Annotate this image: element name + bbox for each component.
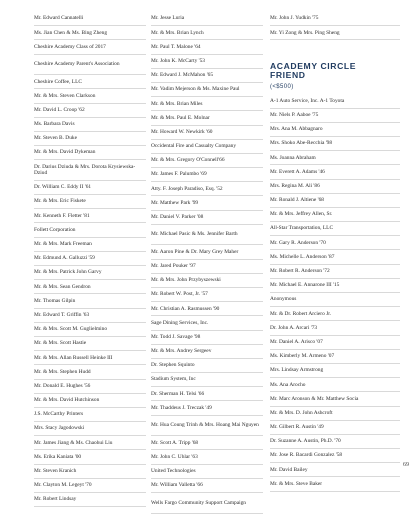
- donor-name: Mr. Robert W. Post, Jr. '57: [151, 291, 208, 298]
- donor-name: J.S. McCarthy Printers: [34, 411, 84, 418]
- donor-entry: [151, 154, 263, 168]
- donor-name: Cheshire Academy Class of 2017: [34, 43, 106, 50]
- donor-entry: [34, 12, 146, 26]
- donor-name: Mrs. Stacy Jagodowski: [34, 425, 85, 432]
- donor-name: Mr. Aaron Pine & Dr. Mary Grey Maher: [151, 248, 239, 255]
- donor-entry: [151, 373, 263, 387]
- donor-entry: [34, 479, 146, 493]
- donor-name: Mr. James F. Palumbo '69: [151, 171, 207, 178]
- donor-entry: [151, 416, 263, 437]
- donor-name: Mr. Ronald J. Altiene '68: [270, 197, 324, 204]
- donor-entry: [34, 223, 146, 237]
- donor-name: Mr. Yi Zong & Mrs. Ping Sheng: [270, 29, 340, 36]
- donor-name: Mr. Jesse Luria: [151, 15, 185, 22]
- donor-name: Follett Corporation: [34, 226, 76, 233]
- donor-entry: [151, 140, 263, 154]
- donor-entry: [34, 309, 146, 323]
- donor-column-1: [34, 12, 146, 507]
- section-title-line1: ACADEMY CIRCLE: [270, 61, 357, 72]
- donor-name: Mr. & Mrs. Mark Freeman: [34, 241, 92, 248]
- donor-name: Ms. Michelle L. Anderson '87: [270, 253, 335, 260]
- donor-entry: [151, 450, 263, 464]
- donor-entry: [151, 111, 263, 125]
- donor-entry: [34, 118, 146, 132]
- donor-name: Mr. Edmund A. Galluzzi '59: [34, 255, 95, 262]
- donor-name: Mr. Howard W. Newkirk '60: [151, 128, 213, 135]
- donor-entry: [34, 422, 146, 436]
- donor-entry: [151, 465, 263, 479]
- donor-name: Mr. John K. McCarty '53: [151, 57, 205, 64]
- donor-entry: [151, 245, 263, 259]
- donor-name: Mr. Marc Aronson & Mr. Matthew Socia: [270, 395, 359, 402]
- section-title: [270, 62, 400, 80]
- donor-entry: [151, 331, 263, 345]
- donor-entry: [34, 75, 146, 89]
- donor-name: Mr. & Mrs. Patrick John Garvy: [34, 269, 102, 276]
- donor-entry: [270, 180, 400, 194]
- donor-name: Mrs. Ana M. Abbagnaro: [270, 126, 323, 133]
- donor-entry: [270, 26, 400, 40]
- donor-entry: [270, 336, 400, 350]
- donor-name: Mr. Clayton M. Legeyt '70: [34, 482, 92, 489]
- donor-entry: [34, 365, 146, 379]
- donor-name: Dr. John A. Arcari '73: [270, 324, 318, 331]
- donor-name: Dr. Suzanne A. Austin, Ph.D. '70: [270, 438, 341, 445]
- donor-name: Mr. Daniel V. Parker '08: [151, 214, 204, 221]
- donor-name: A-1 Auto Service, Inc. A-1 Toyota: [270, 97, 345, 104]
- donor-entry: [34, 266, 146, 280]
- donor-entry: [34, 209, 146, 223]
- donor-name: Ms. Barbara Davis: [34, 121, 75, 128]
- donor-name: Mr. David Bailey: [270, 466, 308, 473]
- donor-entry: [270, 307, 400, 321]
- donor-entry: [34, 132, 146, 146]
- donor-entry: [151, 97, 263, 111]
- donor-name: Mr. James Jiang & Ms. Chaohui Liu: [34, 439, 113, 446]
- donor-entry: [34, 337, 146, 351]
- donor-name: Ms. Erika Kaniata '00: [34, 453, 82, 460]
- donor-entry: [270, 378, 400, 392]
- donor-name: Mr. Hua Coung Trinh & Mrs. Hoang Mai Nguyen: [151, 422, 259, 429]
- donor-name: Anonymous: [270, 296, 297, 303]
- donor-entry: [270, 109, 400, 123]
- donor-entry: [34, 436, 146, 450]
- donor-name: Mr. & Mrs. Jeffrey Allen, Sr.: [270, 211, 333, 218]
- donor-entry: [34, 146, 146, 160]
- donor-entry: [270, 463, 400, 477]
- donor-name: Mr. Robert Lindsay: [34, 496, 77, 503]
- donor-name: Mr. Gary R. Anderson '70: [270, 239, 326, 246]
- donor-entry: [151, 12, 263, 26]
- donor-entry: [270, 194, 400, 208]
- donor-entry: [270, 208, 400, 222]
- donor-entry: [34, 160, 146, 181]
- donor-entry: [151, 288, 263, 302]
- donor-entry: [34, 493, 146, 507]
- donor-entry: [34, 294, 146, 308]
- donor-name: United Technologies: [151, 468, 196, 475]
- donor-entry: [270, 12, 400, 26]
- donor-name: Cheshire Coffee, LLC: [34, 78, 82, 85]
- donor-name: Mr. Niels P. Aaboe '75: [270, 111, 319, 118]
- donor-entry: [151, 260, 263, 274]
- donor-name: Mr. & Mrs. Brian Lynch: [151, 29, 204, 36]
- donor-name: Mr. Donald E. Hughes '56: [34, 382, 91, 389]
- donor-entry: [270, 407, 400, 421]
- donor-name: Mr. Steven B. Duke: [34, 135, 77, 142]
- donor-entry: [270, 449, 400, 463]
- donor-entry: [151, 26, 263, 40]
- donor-name: Mr. Vadim Mejerson & Ms. Maxine Paul: [151, 86, 240, 93]
- donor-entry: [151, 83, 263, 97]
- donor-name: Mr. William Valletta '66: [151, 482, 203, 489]
- donor-name: Mr. & Mrs. David Hutchinson: [34, 397, 100, 404]
- donor-entry: [34, 465, 146, 479]
- donor-entry: [270, 421, 400, 435]
- donor-entry: [34, 252, 146, 266]
- donor-entry: [151, 211, 263, 225]
- donor-name: Mr. & Mrs. Paul E. Molnar: [151, 114, 210, 121]
- donor-name: Mr. & Mrs. Gregory O'Connell'66: [151, 157, 225, 164]
- donor-name: Mr. & Mrs. Andrey Sergeev: [151, 348, 212, 355]
- donor-name: All-Star Transportation, LLC: [270, 225, 334, 232]
- donor-entry: [34, 323, 146, 337]
- donor-column-3-top: [270, 12, 400, 40]
- donor-entry: [34, 181, 146, 195]
- donor-name: Mr. Christian A. Rasmussen '90: [151, 305, 220, 312]
- donor-name: Mr. & Mrs. John Przybyszewski: [151, 277, 221, 284]
- donor-name: Dr. William C. Eddy II '61: [34, 184, 92, 191]
- donor-entry: [270, 222, 400, 236]
- donor-name: Ms. Jian Chen & Ms. Bing Zheng: [34, 29, 108, 36]
- donor-name: Mr. Gilbert R. Austin '49: [270, 424, 324, 431]
- donor-entry: [151, 196, 263, 210]
- donor-name: Sage Dining Services, Inc.: [151, 319, 209, 326]
- donor-entry: [270, 236, 400, 250]
- donor-entry: [34, 40, 146, 54]
- donor-name: Mr. & Mrs. Sean Gendron: [34, 283, 91, 290]
- donor-name: Stadium System, Inc: [151, 376, 196, 383]
- donor-entry: [34, 55, 146, 76]
- donor-entry: [34, 104, 146, 118]
- donor-entry: [151, 359, 263, 373]
- donor-name: Mr. Scott A. Tripp '68: [151, 439, 199, 446]
- donor-name: Mr. & Mrs. Allan Russell Heinke III: [34, 354, 113, 361]
- donor-entry: [270, 321, 400, 335]
- donor-entry: [34, 450, 146, 464]
- donor-entry: [270, 165, 400, 179]
- section-amount: (<$500): [270, 84, 294, 91]
- donor-name: Ms. Ana Arocho: [270, 381, 306, 388]
- donor-name: Mr. Jose R. Bacardi Gonzalez '58: [270, 452, 343, 459]
- donor-name: Mr. John C. Uhlar '63: [151, 453, 198, 460]
- donor-name: Mr. Paul T. Malone '64: [151, 43, 201, 50]
- donor-entry: [270, 94, 400, 108]
- donor-name: Mr. Jared Pouker '97: [151, 262, 196, 269]
- donor-entry: [151, 168, 263, 182]
- donor-name: Mr. & Mrs. Scott Hastie: [34, 340, 87, 347]
- donor-entry: [34, 280, 146, 294]
- donor-name: Mr. & Mrs. Brian Miles: [151, 100, 203, 107]
- donor-entry: [270, 137, 400, 151]
- donor-entry: [151, 55, 263, 69]
- donor-name: Mr. Thaddeus J. Treczak '49: [151, 404, 212, 411]
- donor-entry: [151, 274, 263, 288]
- donor-entry: [151, 401, 263, 415]
- donor-name: Mr. & Mrs. Stephen Hudd: [34, 368, 91, 375]
- donor-name: Mr. Kenneth F. Fletter '81: [34, 212, 90, 219]
- donor-entry: [151, 182, 263, 196]
- donor-entry: [270, 350, 400, 364]
- donor-name: Dr. Stephen Squinto: [151, 362, 195, 369]
- donor-entry: [151, 126, 263, 140]
- donor-name: Dr. Darius Dziuda & Mrs. Dorota Krysiewska-Dziud: [34, 163, 136, 177]
- donor-name: Mr. & Mrs. Steve Baker: [270, 480, 323, 487]
- donor-column-3-bottom: [270, 94, 400, 491]
- donor-entry: [270, 123, 400, 137]
- donor-column-3: [270, 12, 400, 492]
- donor-name: Mr. Everett A. Adams '46: [270, 168, 325, 175]
- donor-entry: [151, 225, 263, 246]
- donor-name: Mr. Robert R. Anderson '72: [270, 268, 330, 275]
- donor-name: Mr. Michael E. Annarone III '15: [270, 282, 340, 289]
- donor-name: Dr. Sherman H. Telsi '66: [151, 390, 205, 397]
- donor-entry: [151, 302, 263, 316]
- donor-entry: [34, 394, 146, 408]
- donor-name: Mr. Matthew Park '99: [151, 199, 199, 206]
- donor-entry: [270, 250, 400, 264]
- donor-name: Ms. Joanna Abraham: [270, 154, 316, 161]
- donor-column-2: [151, 12, 263, 514]
- donor-entry: [151, 479, 263, 493]
- donor-name: Mr. & Mrs. Steven Clarkson: [34, 92, 96, 99]
- donor-entry: [151, 316, 263, 330]
- donor-name: Mr. Thomas Gilpin: [34, 297, 76, 304]
- donor-entry: [34, 89, 146, 103]
- donor-entry: [151, 40, 263, 54]
- donor-entry: [34, 380, 146, 394]
- donor-entry: [270, 435, 400, 449]
- donor-name: Mr. Edward Cannatelli: [34, 15, 84, 22]
- donor-entry: [270, 151, 400, 165]
- donor-name: Mr. & Mrs. Eric Fiskete: [34, 198, 86, 205]
- donor-entry: [34, 195, 146, 209]
- donor-name: Mr. & Mrs. D. John Ashcroft: [270, 409, 333, 416]
- donor-entry: [151, 69, 263, 83]
- donor-entry: [270, 265, 400, 279]
- donor-name: Mr. Daniel A. Arisco '07: [270, 338, 323, 345]
- donor-entry: [270, 279, 400, 293]
- donor-name: Mr. & Dr. Robert Arciero Jr.: [270, 310, 332, 317]
- donor-name: Mrs. Regina M. Ali '86: [270, 182, 320, 189]
- donor-entry: [34, 238, 146, 252]
- donor-entry: [151, 345, 263, 359]
- donor-entry: [270, 364, 400, 378]
- donor-name: Mr. Steven Kranich: [34, 468, 77, 475]
- donor-entry: [34, 408, 146, 422]
- donor-entry: [151, 387, 263, 401]
- donor-name: Mrs. Lindsay Armstrong: [270, 367, 324, 374]
- donor-entry: [151, 493, 263, 514]
- donor-name: Mrs. Shoko Abe-Recchia '98: [270, 140, 333, 147]
- section-title-line2: FRIEND: [270, 70, 306, 81]
- donor-entry: [270, 293, 400, 307]
- donor-name: Atty. F. Joseph Paradiso, Esq. '52: [151, 185, 223, 192]
- donor-entry: [34, 351, 146, 365]
- donor-name: Mr. & Mrs. David Dykeman: [34, 149, 96, 156]
- donor-name: Mr. John J. Yudkin '75: [270, 15, 319, 22]
- donor-name: Mr. Edward J. McMahon '65: [151, 72, 214, 79]
- donor-entry: [270, 392, 400, 406]
- donor-name: Occidental Fire and Casualty Company: [151, 143, 237, 150]
- donor-name: Cheshire Academy Parent's Association: [34, 61, 120, 68]
- donor-name: Mr. Todd J. Savage '98: [151, 333, 201, 340]
- donor-entry: [151, 436, 263, 450]
- donor-name: Mr. Edward T. Griffin '63: [34, 311, 90, 318]
- donor-name: Wells Fargo Community Support Campaign: [151, 499, 246, 506]
- donor-name: Mr. & Mrs. Scott M. Guglielmino: [34, 326, 108, 333]
- donor-name: Ms. Kimberly M. Armeno '07: [270, 353, 335, 360]
- donor-name: Mr. David L. Croop '62: [34, 106, 85, 113]
- page-number: 69: [403, 462, 409, 468]
- donor-name: Mr. Michael Pasic & Ms. Jennifer Barth: [151, 231, 238, 238]
- donor-entry: [34, 26, 146, 40]
